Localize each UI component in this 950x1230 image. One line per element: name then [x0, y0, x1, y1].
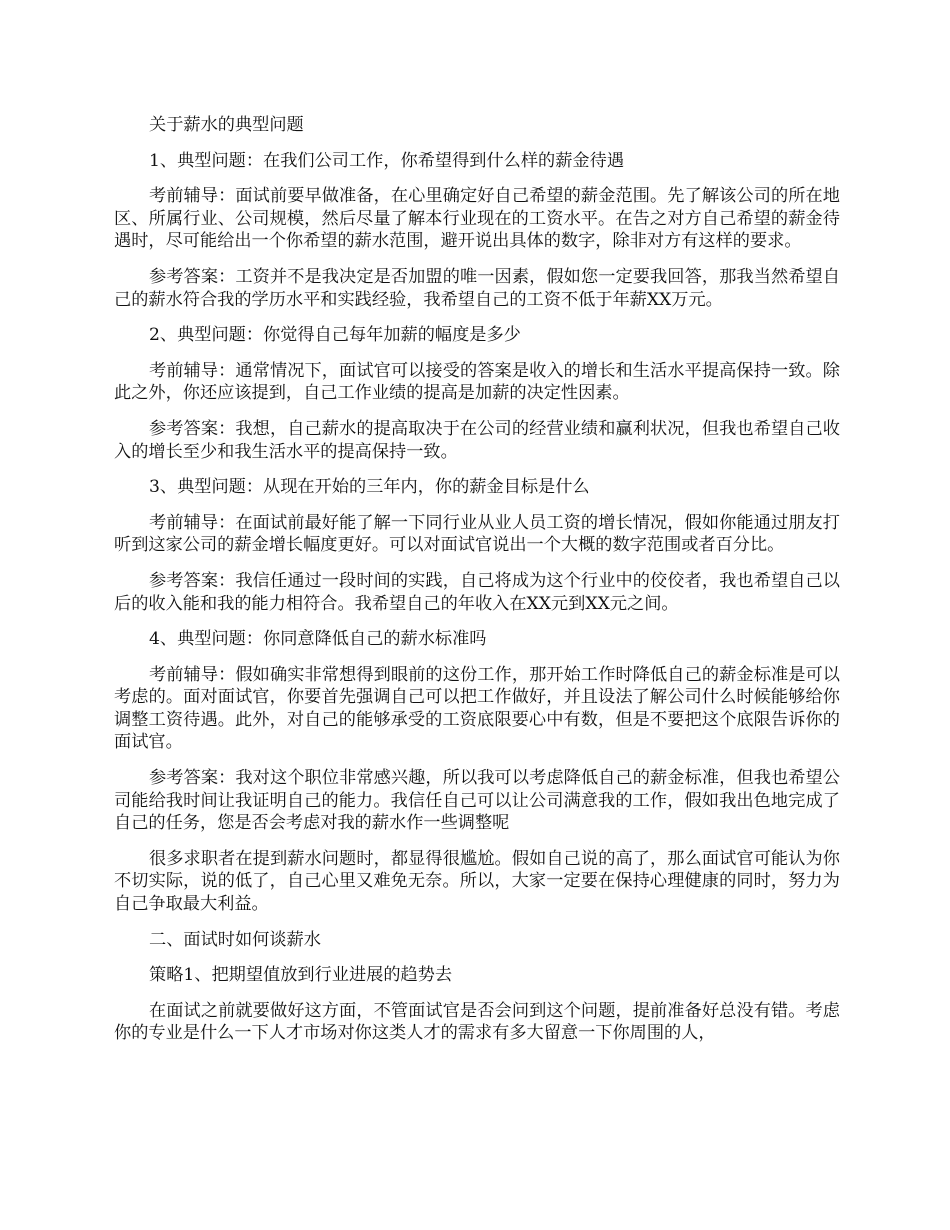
question-1-guidance: 考前辅导：面试前要早做准备，在心里确定好自己希望的薪金范围。先了解该公司的所在地区、所属行业、公司规模，然后尽量了解本行业现在的工资水平。在告之对方自己希望的薪金待遇时，尽可能给出一个你希望的薪水范围，避开说出具体的数字，除非对方有这样的要求。 — [114, 186, 840, 252]
strategy-1-body: 在面试之前就要做好这方面，不管面试官是否会问到这个问题，提前准备好总没有错。考虑你的专业是什么一下人才市场对你这类人才的需求有多大留意一下你周围的人， — [114, 1000, 840, 1044]
question-2-answer: 参考答案：我想，自己薪水的提高取决于在公司的经营业绩和赢利状况，但我也希望自己收入的增长至少和我生活水平的提高保持一致。 — [114, 418, 840, 462]
question-1-heading: 1、典型问题：在我们公司工作，你希望得到什么样的薪金待遇 — [149, 150, 625, 171]
question-4-answer: 参考答案：我对这个职位非常感兴趣，所以我可以考虑降低自己的薪金标准，但我也希望公司能给我时间让我证明自己的能力。我信任自己可以让公司满意我的工作，假如我出色地完成了自己的任务，您是否会考虑对我的薪水作一些调整呢 — [114, 768, 840, 834]
section-title-salary-questions: 关于薪水的典型问题 — [149, 115, 304, 135]
question-1-answer: 参考答案：工资并不是我决定是否加盟的唯一因素，假如您一定要我回答，那我当然希望自己的薪水符合我的学历水平和实践经验，我希望自己的工资不低于年薪XX万元。 — [114, 266, 840, 310]
question-2-guidance: 考前辅导：通常情况下，面试官可以接受的答案是收入的增长和生活水平提高保持一致。除此之外，你还应该提到，自己工作业绩的提高是加薪的决定性因素。 — [114, 360, 840, 404]
question-2-heading: 2、典型问题：你觉得自己每年加薪的幅度是多少 — [149, 325, 521, 346]
question-4-heading: 4、典型问题：你同意降低自己的薪水标准吗 — [149, 629, 487, 650]
strategy-1-heading: 策略1、把期望值放到行业进展的趋势去 — [149, 965, 453, 986]
question-4-guidance: 考前辅导：假如确实非常想得到眼前的这份工作，那开始工作时降低自己的薪金标准是可以考虑的。面对面试官，你要首先强调自己可以把工作做好，并且设法了解公司什么时候能够给你调整工资待遇。此外，对自己的能够承受的工资底限要心中有数，但是不要把这个底限告诉你的面试官。 — [114, 664, 840, 753]
section-heading-negotiation: 二、面试时如何谈薪水 — [149, 929, 321, 950]
summary-paragraph: 很多求职者在提到薪水问题时，都显得很尴尬。假如自己说的高了，那么面试官可能认为你不切实际，说的低了，自己心里又难免无奈。所以，大家一定要在保持心理健康的同时，努力为自己争取最大利益。 — [114, 848, 840, 915]
question-3-answer: 参考答案：我信任通过一段时间的实践，自己将成为这个行业中的佼佼者，我也希望自己以后的收入能和我的能力相符合。我希望自己的年收入在XX元到XX元之间。 — [114, 570, 840, 614]
question-3-heading: 3、典型问题：从现在开始的三年内，你的薪金目标是什么 — [149, 477, 590, 498]
document-body — [114, 114, 840, 1058]
question-3-guidance: 考前辅导：在面试前最好能了解一下同行业从业人员工资的增长情况，假如你能通过朋友打听到这家公司的薪金增长幅度更好。可以对面试官说出一个大概的数字范围或者百分比。 — [114, 512, 840, 556]
